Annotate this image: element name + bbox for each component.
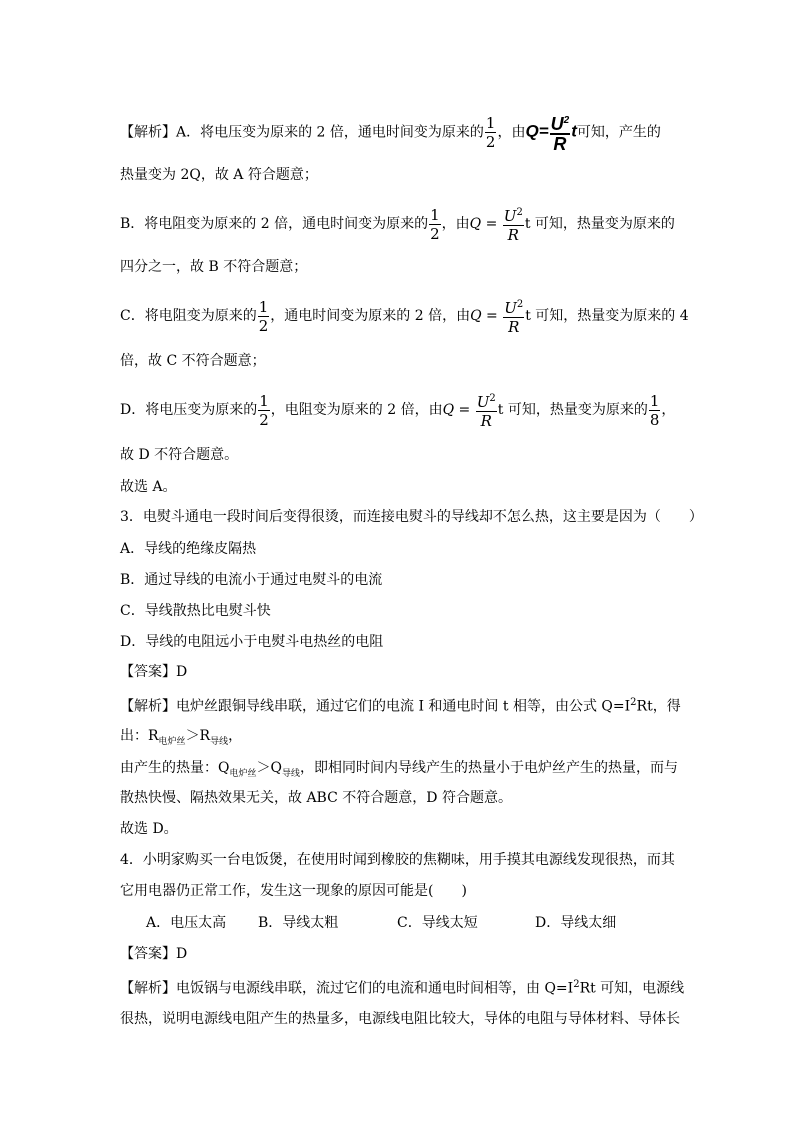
question-3-option-d: D．导线的电阻远小于电熨斗电热丝的电阻	[120, 634, 384, 650]
question-3-answer: 【答案】D	[120, 664, 188, 680]
explanation-c-line2: 倍，故 C 不符合题意；	[120, 353, 266, 369]
choose-answer-1: 故选 A。	[120, 479, 177, 495]
fraction-one-half: $\frac{1}{2}$	[485, 114, 496, 151]
question-3-option-b: B．通过导线的电流小于通过电熨斗的电流	[120, 572, 383, 588]
question-4-stem-line2: 它用电器仍正常工作，发生这一现象的原因可能是( )	[120, 883, 467, 899]
explanation-a-line1: 【解析】A．将电压变为原来的 2 倍，通电时间变为原来的 $\frac{1}{2}$ ，由Q= $\frac{U^2}{R}$ t可知，产生的	[120, 114, 661, 154]
fraction-one-eighth: $\frac{1}{8}$	[649, 391, 660, 429]
explanation-d-line1: D．将电压变为原来的 $\frac{1}{2}$ ，电阻变为原来的 2 倍，由Q = $\frac{U^2}{R}$ t 可知，热量变为原来的 $\frac{1}{8}$ ，	[120, 391, 676, 430]
formula-q: Q	[525, 121, 539, 141]
explanation-a-text: 【解析】A．将电压变为原来的 2 倍，通电时间变为原来的	[120, 124, 484, 141]
question-4-explanation-line2: 很热，说明电源线电阻产生的热量多，电源线电阻比较大，导体的电阻与导体材料、导体长	[120, 1011, 680, 1027]
question-4-stem-line1: 4．小明家购买一台电饭煲，在使用时闻到橡胶的焦糊味，用手摸其电源线发现很热，而其	[120, 852, 675, 868]
fraction-u2-over-r: $\frac{U^2}{R}$	[476, 393, 496, 430]
explanation-b-line1: B．将电阻变为原来的 2 倍，通电时间变为原来的 $\frac{1}{2}$ ，由Q = $\frac{U^2}{R}$ t 可知，热量变为原来的	[120, 205, 675, 244]
question-3-explanation-line3: 由产生的热量：$Q_{电炉丝}>Q_{导线}$，即相同时间内导线产生的热量小于电炉丝产生的热量，而与	[120, 760, 678, 779]
question-4-option-a: A．电压太高	[146, 915, 227, 931]
choose-answer-3: 故选 D。	[120, 821, 178, 837]
fraction-one-half: $\frac{1}{2}$	[259, 391, 269, 429]
question-3-stem: 3．电熨斗通电一段时间后变得很烫，而连接电熨斗的导线却不怎么热，这主要是因为（ ）	[120, 509, 703, 525]
question-4-option-c: C．导线太短	[397, 915, 478, 931]
fraction-one-half: $\frac{1}{2}$	[430, 205, 440, 243]
question-3-explanation-line4: 散热快慢、隔热效果无关，故 ABC 不符合题意，D 符合题意。	[120, 790, 512, 806]
explanation-c-line1: C．将电阻变为原来的 $\frac{1}{2}$ ，通电时间变为原来的 2 倍，由Q = $\frac{U^2}{R}$ t 可知，热量变为原来的 4	[120, 297, 689, 336]
question-4-answer: 【答案】D	[120, 946, 188, 962]
explanation-a-line2: 热量变为 2Q，故 A 符合题意；	[120, 167, 318, 183]
fraction-one-half: $\frac{1}{2}$	[258, 297, 269, 335]
question-3-option-c: C．导线散热比电熨斗快	[120, 603, 271, 619]
explanation-d-line2: 故 D 不符合题意。	[120, 447, 239, 463]
explanation-b-line2: 四分之一，故 B 不符合题意；	[120, 259, 308, 275]
question-3-explanation-line2: 出：$R_{电炉丝}>R_{导线}$，	[120, 728, 243, 747]
question-3-explanation-line1: 【解析】电炉丝跟铜导线串联，通过它们的电流 I 和通电时间 t 相等，由公式 $Q=I^2Rt$，得	[120, 697, 681, 715]
fraction-u2-over-r: $\frac{U^2}{R}$	[550, 114, 570, 154]
question-4-option-d: D．导线太细	[535, 915, 617, 931]
question-4-explanation-line1: 【解析】电饭锅与电源线串联，流过它们的电流和通电时间相等，由 $Q=I^2Rt$ 可知，电源线	[120, 979, 685, 997]
fraction-u2-over-r: $\frac{U^2}{R}$	[503, 207, 523, 244]
question-3-option-a: A．导线的绝缘皮隔热	[120, 541, 257, 557]
question-4-option-b: B．导线太粗	[258, 915, 339, 931]
fraction-u2-over-r: $\frac{U^2}{R}$	[504, 299, 524, 336]
